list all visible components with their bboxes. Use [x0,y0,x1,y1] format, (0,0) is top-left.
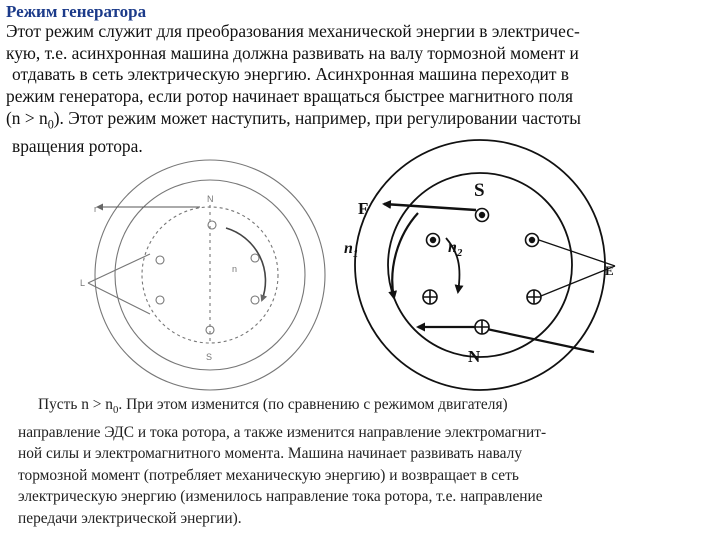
text-fragment: . При этом изменится (по сравнению с режимом двигателя) [118,396,508,413]
lead-line [88,254,150,283]
text-line: режим генератора, если ротор начинает вращаться быстрее магнитного поля [6,86,573,107]
conductors-out [427,209,539,247]
page-title: Режим генератора [6,2,147,21]
force-arrow [384,204,476,210]
left-speed-label: n [232,264,238,274]
text-line: кую, т.е. асинхронная машина должна развивать на валу тормозной момент и [6,42,579,63]
label-subscript: 2 [456,247,463,259]
conductor-cross [156,296,164,304]
force-label: F [358,199,369,218]
label-n: n [448,239,457,256]
explanation-paragraph [18,394,668,529]
conductor-dot [251,254,259,262]
bottom-arrow-line [482,328,594,352]
text-line: ной силы и электромагнитного момента. Машина начинает развивать навалу [18,445,523,463]
conductor-dot-center [431,238,436,243]
text-line: отдавать в сеть электрическую энергию. Асинхронная машина переходит в [12,64,570,85]
text-line: электрическую энергию (изменилось направление тока ротора, т.е. направление [18,488,543,506]
text-line: тормозной момент (потребляет механическую энергию) и возвращает в сеть [18,466,519,484]
text-fragment: ). Этот режим может наступить, например, при регулировании частоты [53,107,581,128]
subscript: 0 [113,404,119,417]
conductor-dot [208,221,216,229]
conductor-dot-center [480,213,485,218]
text-line: вращения ротора. [12,135,143,156]
text-line: направление ЭДС и тока ротора, а также изменится направление электромагнит- [18,423,547,441]
pole-s-label: S [474,180,485,201]
emf-label: E [605,263,614,278]
text-fragment: Пусть n > n [38,396,113,413]
left-pole-label: S [206,352,213,362]
left-lead-label: L [80,278,86,288]
subscript: 0 [47,117,54,132]
conductor-dot [156,256,164,264]
text-line [18,394,668,422]
pole-n-label: N [468,347,481,366]
conductor-cross [251,296,259,304]
left-pole-label: N [207,194,214,204]
rotor-speed-label [448,239,463,259]
text-line: Этот режим служит для преобразования механической энергии в электричес- [6,21,580,41]
left-force-label: r [94,204,97,214]
right-generator-diagram [352,140,615,390]
label-n: n [344,240,353,257]
text-line: передачи электрической энергии). [18,509,242,527]
label-subscript: 1 [352,248,359,260]
conductor-dot-center [530,238,535,243]
text-fragment: (n > n [6,107,48,128]
